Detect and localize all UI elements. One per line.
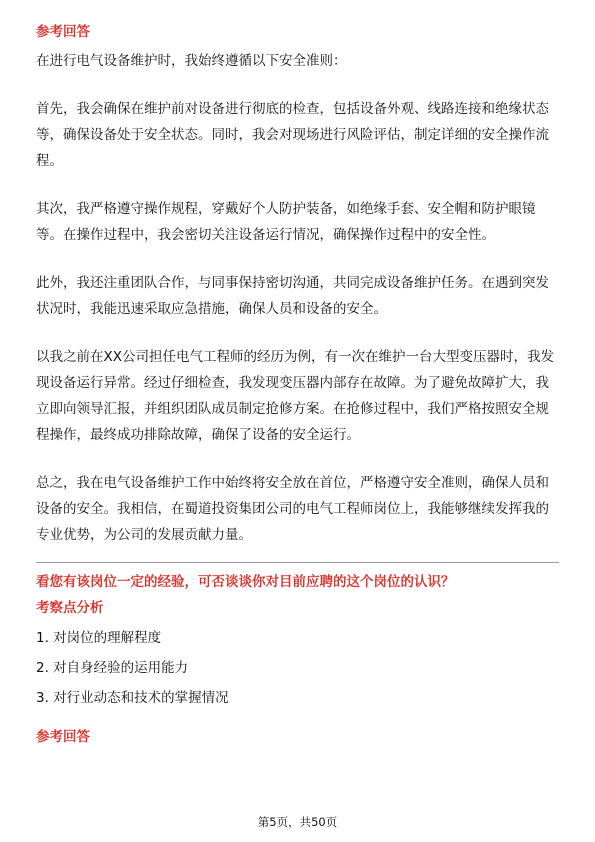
answer-paragraph-5: 总之，我在电气设备维护工作中始终将安全放在首位，严格遵守安全准则，确保人员和设备的安全。我相信，在蜀道投资集团公司的电气工程师岗位上，我能够继续发挥我的专业优势，为公司的发展贡献力量。	[36, 475, 549, 543]
answer-paragraph-1: 首先，我会确保在维护前对设备进行彻底的检查，包括设备外观、线路连接和绝缘状态等，确保设备处于安全状态。同时，我会对现场进行风险评估，制定详细的安全操作流程。	[36, 101, 549, 169]
analysis-point-1: 1. 对岗位的理解程度	[36, 630, 162, 646]
interview-question: 看您有该岗位一定的经验，可否谈谈你对目前应聘的这个岗位的认识？	[36, 574, 455, 590]
analysis-heading: 考察点分析	[36, 600, 104, 616]
analysis-point-3: 3. 对行业动态和技术的掌握情况	[36, 690, 229, 706]
answer-heading-2: 参考回答	[36, 729, 90, 745]
answer-heading: 参考回答	[36, 24, 90, 40]
document-page	[36, 22, 559, 747]
answer-intro: 在进行电气设备维护时，我始终遵循以下安全准则：	[36, 53, 347, 69]
analysis-point-2: 2. 对自身经验的运用能力	[36, 660, 189, 676]
answer-paragraph-4: 以我之前在XX公司担任电气工程师的经历为例，有一次在维护一台大型变压器时，我发现设备运行异常。经过仔细检查，我发现变压器内部存在故障。为了避免故障扩大，我立即向领导汇报，并组织团队成员制定抢修方案。在抢修过程中，我们严格按照安全规程操作，最终成功排除故障，确保了设备的安全运行。	[36, 349, 554, 443]
answer-paragraph-2: 其次，我严格遵守操作规程，穿戴好个人防护装备，如绝缘手套、安全帽和防护眼镜等。在操作过程中，我会密切关注设备运行情况，确保操作过程中的安全性。	[36, 201, 536, 243]
analysis-list	[36, 623, 559, 713]
page-number: 第5页，共50页	[257, 815, 338, 829]
section-divider	[36, 562, 559, 563]
answer-paragraph-3: 此外，我还注重团队合作，与同事保持密切沟通，共同完成设备维护任务。在遇到突发状况时，我能迅速采取应急措施，确保人员和设备的安全。	[36, 275, 549, 317]
